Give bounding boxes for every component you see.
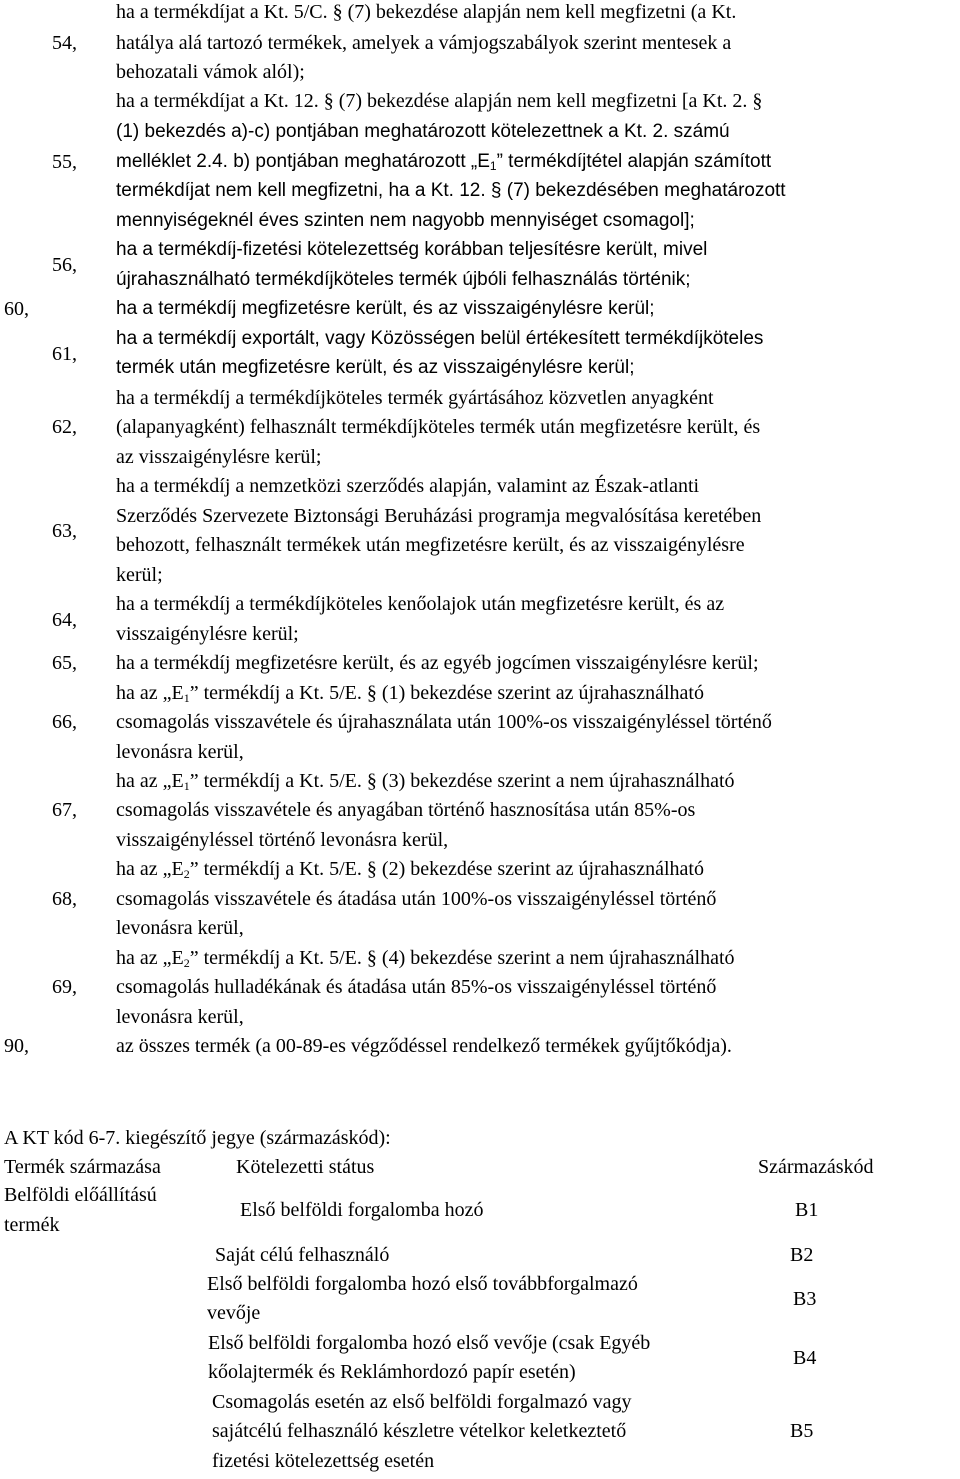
desc-line: (1) bekezdés a)-c) pontjában meghatározott kötelezettnek a Kt. 2. számú <box>116 121 730 142</box>
desc-line: termék után megfizetésre került, és az visszaigénylésre kerül; <box>116 357 635 378</box>
desc-line: csomagolás visszavétele és újrahasználata után 100%-os visszaigényléssel történő <box>116 711 772 733</box>
status-cell: vevője <box>207 1302 261 1324</box>
desc-line: ha a termékdíjat a Kt. 12. § (7) bekezdése alapján nem kell megfizetni [a Kt. 2. § <box>116 90 763 112</box>
col-header-code: Származáskód <box>758 1156 874 1178</box>
status-cell: Első belföldi forgalomba hozó első továbbforgalmazó <box>207 1273 638 1295</box>
code-62: 62, <box>52 416 77 438</box>
desc-line: ha az $„E_1$” termékdíj a Kt. 5/E. § (1) bekezdése szerint az újrahasználható <box>116 682 704 705</box>
desc-line: kerül; <box>116 564 163 586</box>
desc-line: Szerződés Szervezete Biztonsági Beruházási programja megvalósítása keretében <box>116 505 762 527</box>
desc-line: mennyiségeknél éves szinten nem nagyobb mennyiséget csomagol]; <box>116 210 695 231</box>
desc-line: visszaigényléssel történő levonásra kerül, <box>116 829 449 851</box>
code-64: 64, <box>52 609 77 631</box>
desc-line: levonásra kerül, <box>116 917 244 939</box>
code-66: 66, <box>52 711 77 733</box>
code-61: 61, <box>52 343 77 365</box>
desc-line: ha az $„E_2$” termékdíj a Kt. 5/E. § (2) bekezdése szerint az újrahasználható <box>116 858 704 881</box>
code-69: 69, <box>52 976 77 998</box>
desc-line: csomagolás visszavétele és anyagában történő hasznosítása után 85%-os <box>116 799 696 821</box>
status-cell: Csomagolás esetén az első belföldi forgalmazó vagy <box>212 1391 632 1413</box>
desc-line: csomagolás visszavétele és átadása után 100%-os visszaigényléssel történő <box>116 888 717 910</box>
code-56: 56, <box>52 254 77 276</box>
code-cell: B5 <box>790 1420 814 1442</box>
desc-line: levonásra kerül, <box>116 1006 244 1028</box>
desc-line: behozott, felhasznált termékek után megfizetésre került, és az visszaigénylésre <box>116 534 745 556</box>
status-cell: sajátcélú felhasználó készletre vételkor keletkeztető <box>212 1420 627 1442</box>
col-header-status: Kötelezetti státus <box>236 1156 375 1178</box>
desc-line: ha a termékdíjat a Kt. 5/C. § (7) bekezdése alapján nem kell megfizetni (a Kt. <box>116 1 737 23</box>
code-cell: B1 <box>795 1199 819 1221</box>
code-68: 68, <box>52 888 77 910</box>
desc-line: termékdíjat nem kell megfizetni, ha a Kt. 12. § (7) bekezdésében meghatározott <box>116 180 786 201</box>
desc-line: hatálya alá tartozó termékek, amelyek a vámjogszabályok szerint mentesek a <box>116 32 732 54</box>
status-cell: Saját célú felhasználó <box>215 1244 390 1266</box>
code-cell: B3 <box>793 1288 817 1310</box>
desc-line: ha a termékdíj exportált, vagy Közösségen belül értékesített termékdíjköteles <box>116 328 764 349</box>
desc-line: ha a termékdíj a nemzetközi szerződés alapján, valamint az Észak-atlanti <box>116 475 700 497</box>
code-90: 90, <box>4 1035 29 1057</box>
origin-cell: termék <box>4 1214 60 1236</box>
code-54: 54, <box>52 32 77 54</box>
status-cell: Első belföldi forgalomba hozó első vevője (csak Egyéb <box>208 1332 651 1354</box>
code-63: 63, <box>52 520 77 542</box>
desc-line: ha a termékdíj megfizetésre került, és az visszaigénylésre kerül; <box>116 298 655 319</box>
status-cell: Első belföldi forgalomba hozó <box>240 1199 484 1221</box>
status-cell: fizetési kötelezettség esetén <box>212 1450 435 1472</box>
desc-line: csomagolás hulladékának és átadása után 85%-os visszaigényléssel történő <box>116 976 717 998</box>
code-67: 67, <box>52 799 77 821</box>
desc-line: ha a termékdíj megfizetésre került, és az egyéb jogcímen visszaigénylésre kerül; <box>116 652 759 674</box>
desc-line: levonásra kerül, <box>116 741 244 763</box>
desc-line: ha az $„E_1$” termékdíj a Kt. 5/E. § (3) bekezdése szerint a nem újrahasználható <box>116 770 735 793</box>
desc-line: ha az $„E_2$” termékdíj a Kt. 5/E. § (4) bekezdése szerint a nem újrahasználható <box>116 947 735 970</box>
code-60: 60, <box>4 298 29 320</box>
desc-line: (alapanyagként) felhasznált termékdíjköteles termék után megfizetésre került, és <box>116 416 761 438</box>
desc-line: melléklet 2.4. b) pontjában meghatározott $„E_1$” termékdíjtétel alapján számított <box>116 151 772 173</box>
desc-line: behozatali vámok alól); <box>116 61 305 83</box>
section-heading: A KT kód 6-7. kiegészítő jegye (származáskód): <box>4 1127 391 1149</box>
desc-line: az összes termék (a 00-89-es végződéssel rendelkező termékek gyűjtőkódja). <box>116 1035 732 1057</box>
desc-line: visszaigénylésre kerül; <box>116 623 299 645</box>
code-cell: B4 <box>793 1347 817 1369</box>
desc-line: ha a termékdíj a termékdíjköteles termék gyártásához közvetlen anyagként <box>116 387 714 409</box>
desc-line: ha a termékdíj-fizetési kötelezettség korábban teljesítésre került, mivel <box>116 239 708 260</box>
code-65: 65, <box>52 652 77 674</box>
desc-line: az visszaigénylésre kerül; <box>116 446 322 468</box>
origin-cell: Belföldi előállítású <box>4 1184 157 1206</box>
col-header-origin: Termék származása <box>4 1156 161 1178</box>
code-55: 55, <box>52 151 77 173</box>
desc-line: újrahasználható termékdíjköteles termék újbóli felhasználás történik; <box>116 269 691 290</box>
status-cell: kőolajtermék és Reklámhordozó papír esetén) <box>208 1361 576 1383</box>
desc-line: ha a termékdíj a termékdíjköteles kenőolajok után megfizetésre került, és az <box>116 593 725 615</box>
code-cell: B2 <box>790 1244 814 1266</box>
